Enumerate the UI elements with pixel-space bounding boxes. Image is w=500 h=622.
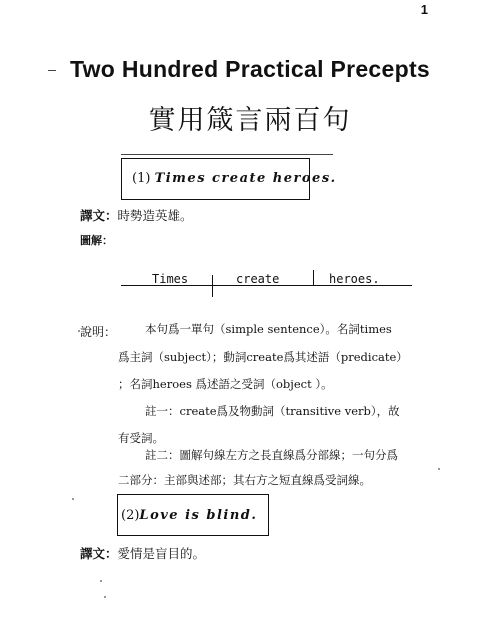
diagram-subject: Times	[152, 272, 189, 286]
diagram-object-line	[313, 270, 314, 285]
translation2-row	[80, 543, 205, 562]
explanation-label: 說明：	[80, 325, 117, 339]
page-number: 1	[420, 2, 428, 17]
translation2-label: 譯文：	[80, 546, 118, 561]
explanation-line-1: 本句爲一單句（simple sentence）。名詞times	[145, 322, 392, 336]
precept2	[121, 508, 257, 523]
precept2-number: (2)	[121, 508, 140, 523]
precept1-text: Times create heroes.	[154, 171, 337, 186]
precept2-text: Love is blind.	[139, 508, 258, 523]
explanation-line-7: 二部分：主部與述部；其右方之短直線爲受詞線。	[118, 473, 371, 487]
diagram-divider-line	[212, 275, 213, 297]
precept1	[132, 171, 337, 186]
explanation-line-2: 爲主詞（subject）；動詞create爲其述語（predicate）	[118, 350, 408, 364]
precept1-number: (1)	[132, 171, 151, 186]
translation1-text: 時勢造英雄。	[117, 208, 193, 223]
explanation-line-3: ；名詞heroes 爲述語之受詞（object ）。	[118, 377, 333, 391]
diagram-object: heroes.	[329, 272, 380, 286]
page-title-chinese: 實用箴言兩百句	[148, 105, 352, 136]
explanation-line-6: 註二：圖解句線左方之長直線爲分部線；一句分爲	[145, 448, 398, 462]
scan-speck	[100, 580, 102, 582]
scan-speck	[438, 468, 440, 470]
precept1-top-rule	[121, 154, 333, 155]
diagram-verb: create	[236, 272, 280, 286]
translation2-text: 愛情是盲目的。	[117, 546, 206, 561]
page-title-english: Two Hundred Practical Precepts	[69, 56, 431, 82]
explanation-line-5: 有受詞。	[118, 431, 164, 445]
scan-speck	[72, 498, 74, 500]
scan-speck	[104, 596, 106, 598]
scan-speck	[78, 330, 80, 332]
translation1-row	[80, 205, 193, 224]
translation1-label: 譯文：	[80, 208, 118, 223]
diagram-label: 圖解：	[80, 234, 113, 247]
explanation-line-4: 註一：create爲及物動詞（transitive verb），故	[145, 404, 400, 418]
